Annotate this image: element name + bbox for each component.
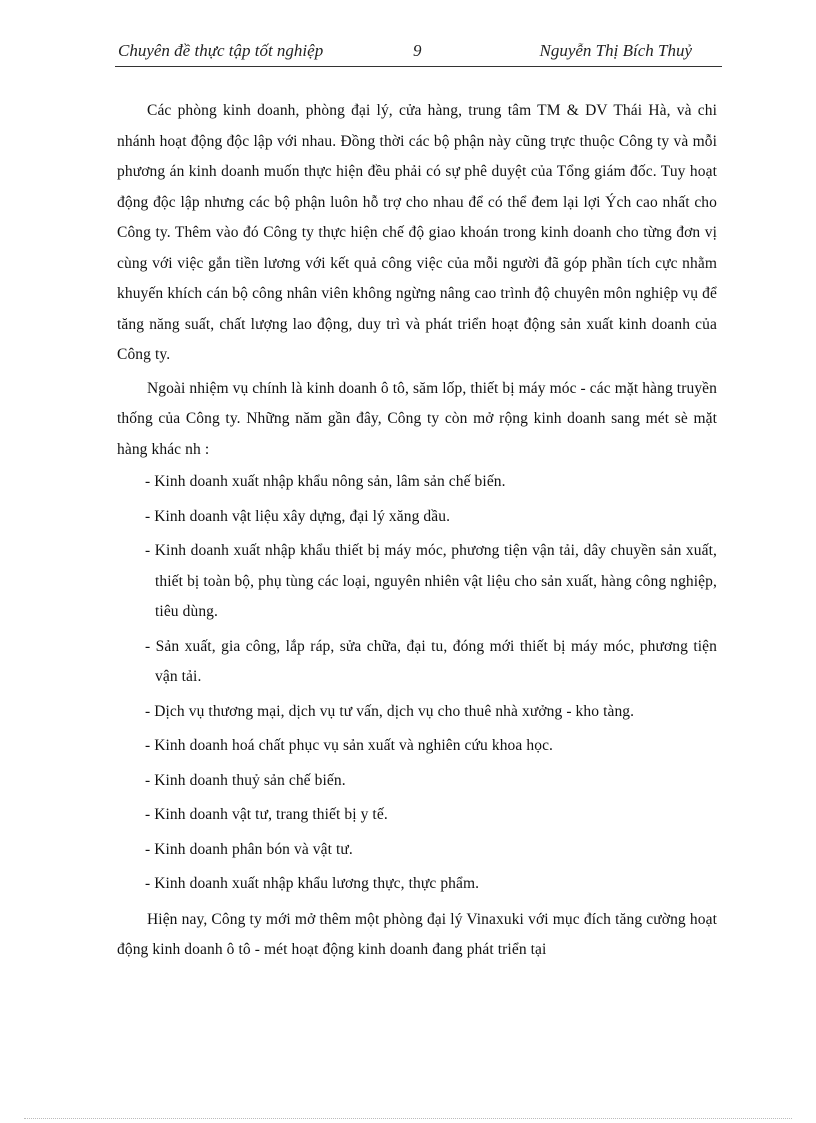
paragraph-vinaxuki: Hiện nay, Công ty mới mở thêm một phòng đại lý Vinaxuki với mục đích tăng cường hoạt động kinh doanh ô tô - mét hoạt động kinh doanh đang phát triển tại — [117, 910, 717, 958]
list-item: - Kinh doanh xuất nhập khẩu thiết bị máy móc, phương tiện vận tải, dây chuyền sản xuất, thiết bị toàn bộ, phụ tùng các loại, nguyên nhiên vật liệu cho sản xuất, hàng công nghiệp, tiêu dùng. — [145, 542, 717, 620]
footer-divider — [24, 1118, 792, 1119]
page-number: 9 — [413, 41, 422, 60]
header-title: Chuyên đề thực tập tốt nghiệp — [118, 41, 324, 60]
paragraph-organization: Các phòng kinh doanh, phòng đại lý, cửa hàng, trung tâm TM & DV Thái Hà, và chi nhánh hoạt động độc lập với nhau. Đồng thời các bộ phận này cũng trực thuộc Công ty và mỗi phương án kinh doanh muốn thực hiện đều phải có sự phê duyệt của Tổng giám đốc. Tuy hoạt động độc lập nhưng các bộ phận luôn hỗ trợ cho nhau để có thể đem lại lợi Ých cao nhất cho Công ty. Thêm vào đó Công ty thực hiện chế độ giao khoán trong kinh doanh cho từng đơn vị cùng với việc gắn tiền lương với kết quả công việc của mỗi người đã góp phần tích cực nhằm khuyến khích cán bộ công nhân viên không ngừng nâng cao trình độ chuyên môn nghiệp vụ để tăng năng suất, chất lượng lao động, duy trì và phát triển hoạt động sản xuất kinh doanh của Công ty. — [117, 102, 717, 363]
list-item: - Kinh doanh hoá chất phục vụ sản xuất và nghiên cứu khoa học. — [145, 737, 554, 754]
list-item: - Kinh doanh vật liệu xây dựng, đại lý xăng dầu. — [145, 507, 451, 525]
list-item: - Kinh doanh xuất nhập khẩu lương thực, thực phẩm. — [145, 875, 480, 892]
page-header — [115, 38, 722, 64]
list-item: - Dịch vụ thương mại, dịch vụ tư vấn, dịch vụ cho thuê nhà xưởng - kho tàng. — [145, 702, 635, 720]
list-item: - Sản xuất, gia công, lắp ráp, sửa chữa, đại tu, đóng mới thiết bị máy móc, phương tiện vận tải. — [145, 637, 717, 685]
list-item: - Kinh doanh thuỷ sản chế biến. — [145, 771, 346, 789]
header-rule — [115, 66, 722, 67]
header-author: Nguyễn Thị Bích Thuỷ — [539, 41, 692, 60]
list-item: - Kinh doanh xuất nhập khẩu nông sản, lâm sản chế biến. — [145, 473, 506, 490]
document-body — [117, 96, 717, 966]
business-lines-list — [117, 467, 717, 900]
list-item: - Kinh doanh phân bón và vật tư. — [145, 840, 353, 858]
list-item: - Kinh doanh vật tư, trang thiết bị y tế. — [145, 806, 388, 823]
paragraph-business-lines-intro: Ngoài nhiệm vụ chính là kinh doanh ô tô, săm lốp, thiết bị máy móc - các mặt hàng truyền thống của Công ty. Những năm gần đây, Công ty còn mở rộng kinh doanh sang mét sè mặt hàng khác nh : — [117, 379, 717, 458]
